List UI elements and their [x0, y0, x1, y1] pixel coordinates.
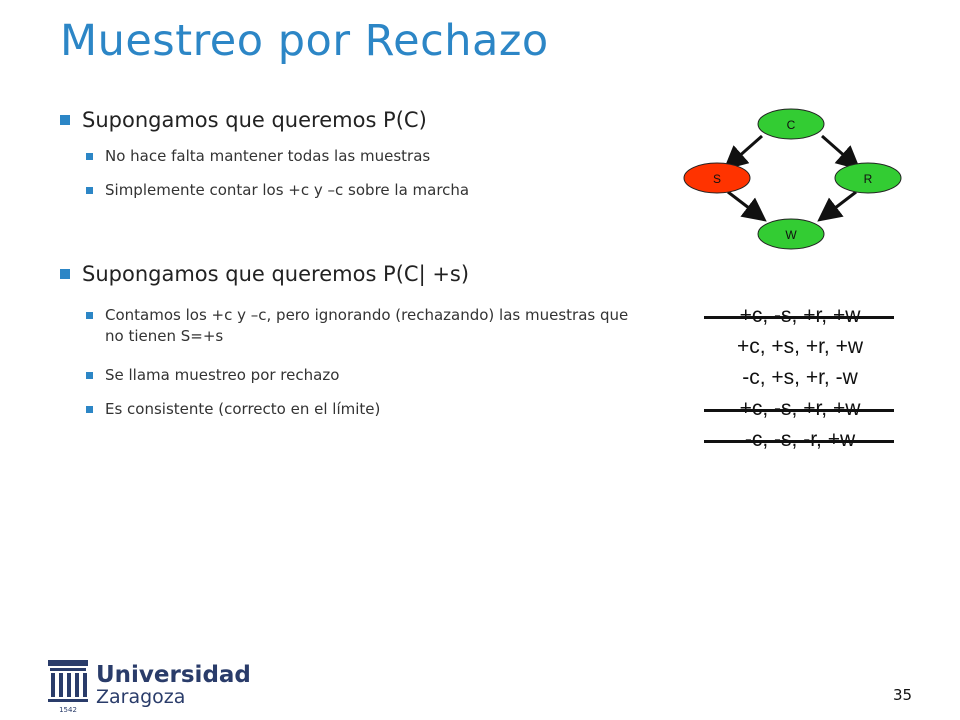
logo-year: 1542	[59, 706, 77, 714]
edge-c-r	[822, 136, 856, 166]
bullet-square-icon	[86, 406, 93, 413]
sample-row	[690, 393, 910, 424]
section1-item-text: Simplemente contar los +c y –c sobre la marcha	[105, 181, 470, 199]
slide-title: Muestreo por Rechazo	[60, 16, 549, 66]
bullet-section1	[60, 108, 427, 132]
logo-line1: Universidad	[96, 662, 251, 688]
rejected-strike	[704, 409, 894, 412]
bullet-square-icon	[60, 269, 70, 279]
university-logo-icon	[46, 658, 90, 714]
bullet-square-icon	[86, 312, 93, 319]
page-number: 35	[893, 686, 913, 704]
bullet-square-icon	[86, 372, 93, 379]
sample-row	[690, 300, 910, 331]
edge-r-w	[822, 192, 856, 218]
rejected-strike	[704, 316, 894, 319]
bullet-square-icon	[86, 187, 93, 194]
edge-s-w	[728, 192, 762, 218]
sample-row	[690, 331, 910, 362]
section2-heading: Supongamos que queremos P(C| +s)	[82, 262, 470, 286]
sample-text: -c, +s, +r, -w	[742, 366, 858, 389]
logo-line2: Zaragoza	[96, 686, 186, 708]
node-s-label: S	[712, 172, 722, 186]
section2-item-text: Se llama muestreo por rechazo	[105, 366, 340, 384]
node-c-label: C	[786, 118, 796, 132]
sample-row	[690, 424, 910, 455]
section2-item-text: Contamos los +c y –c, pero ignorando (rechazando) las muestras que no tienen S=+s	[105, 306, 629, 345]
sample-text: +c, +s, +r, +w	[736, 335, 864, 358]
bullet-section1-item-1	[86, 146, 646, 167]
node-r-label: R	[863, 172, 873, 186]
bullet-square-icon	[86, 153, 93, 160]
bullet-square-icon	[60, 115, 70, 125]
sample-row	[690, 362, 910, 393]
bullet-section2	[60, 262, 469, 286]
section1-item-text: No hace falta mantener todas las muestras	[105, 147, 431, 165]
section1-heading: Supongamos que queremos P(C)	[82, 108, 427, 132]
bullet-section2-item-1	[86, 305, 646, 347]
bullet-section2-item-2	[86, 365, 646, 386]
node-w-label: W	[785, 228, 797, 242]
bullet-section2-item-3	[86, 399, 646, 420]
samples-list	[690, 300, 910, 455]
edge-c-s	[728, 136, 762, 166]
bullet-section1-item-2	[86, 180, 646, 201]
rejected-strike	[704, 440, 894, 443]
section2-item-text: Es consistente (correcto en el límite)	[105, 400, 381, 418]
bayes-network-diagram	[672, 100, 912, 260]
